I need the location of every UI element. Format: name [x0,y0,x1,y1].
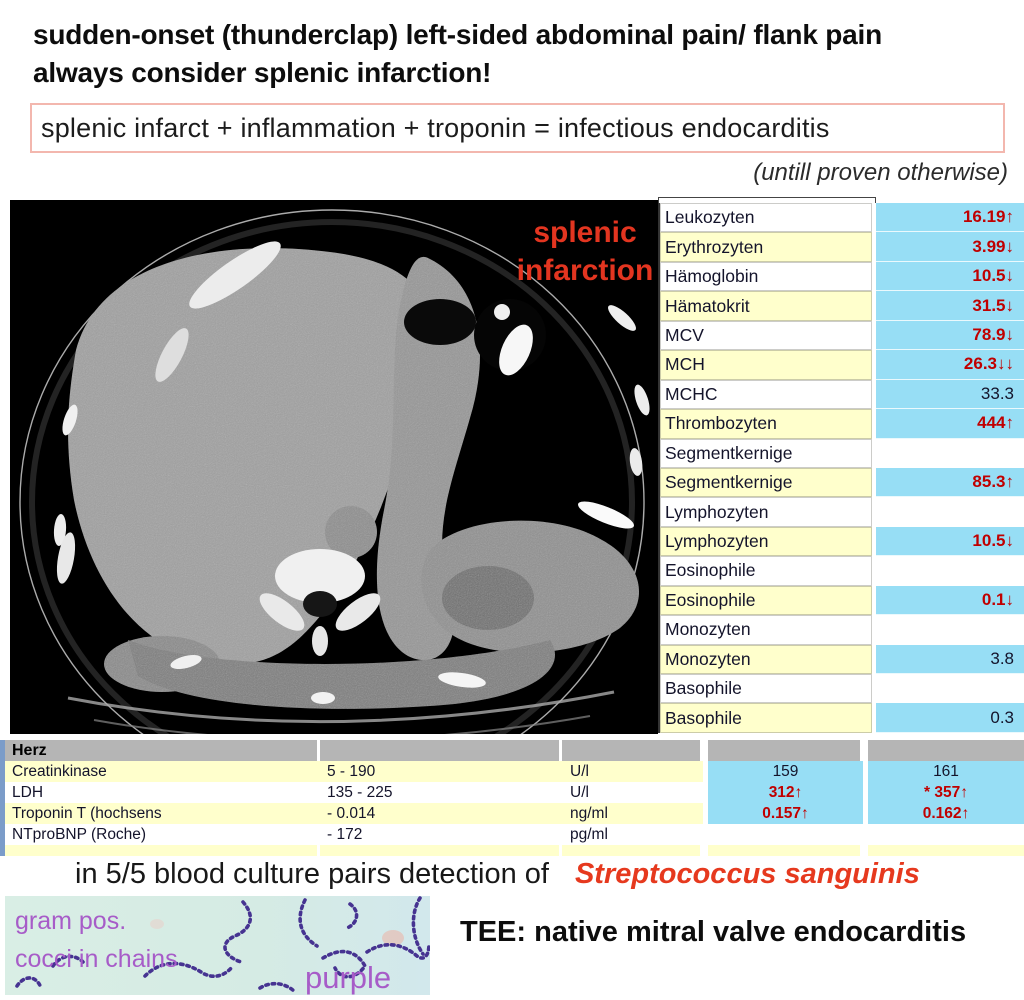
gram-stain-label-line1: gram pos. [15,907,127,935]
header-cell-value2 [868,740,1024,761]
lab-table-row [660,439,1024,468]
lab-table-row [660,262,1024,291]
ct-scan-graphic [10,200,658,734]
tee-finding: TEE: native mitral valve endocarditis [460,916,967,948]
lab-param-name: Hämatokrit [660,291,872,320]
cardiac-param-name: NTproBNP (Roche) [0,824,320,845]
lab-param-value [876,439,1024,468]
gram-stain-image [5,896,430,995]
cardiac-param-value1: 312↑ [708,782,863,803]
slide-title-line1: sudden-onset (thunderclap) left-sided abdominal pain/ flank pain [33,19,883,50]
cardiac-param-range: 5 - 190 [320,761,562,782]
cardiac-table-partial-row [0,845,1024,856]
lab-param-value [876,497,1024,526]
lab-param-value: 0.1↓ [876,586,1024,615]
lab-param-name: Monozyten [660,645,872,674]
cardiac-lab-table [0,740,1024,856]
lab-param-value [876,556,1024,585]
lab-param-name: Hämoglobin [660,262,872,291]
lab-param-value: 78.9↓ [876,321,1024,350]
cardiac-param-value2 [868,824,1024,845]
lab-table-row [660,527,1024,556]
lab-param-name: Segmentkernige [660,439,872,468]
lab-table-row [660,203,1024,232]
cardiac-param-value1: 0.157↑ [708,803,863,824]
cardiac-table-header-row [0,740,1024,761]
cardiac-param-range: 135 - 225 [320,782,562,803]
lab-param-value: 10.5↓ [876,527,1024,556]
stain-color-label: purple [305,960,392,995]
lab-param-name: Lymphozyten [660,527,872,556]
lab-param-name: Thrombozyten [660,409,872,438]
lab-param-name: Monozyten [660,615,872,644]
cardiac-param-unit: U/l [562,782,703,803]
partial-cell [562,845,703,856]
gram-stain-label-line2: cocci in chains [15,945,178,973]
lab-table-row [660,291,1024,320]
lab-param-value: 0.3 [876,703,1024,732]
cardiac-table-row [0,824,1024,845]
slide-title [33,16,1003,92]
lab-table-rows [658,203,1024,733]
lab-param-name: Basophile [660,703,872,732]
lab-param-value: 3.99↓ [876,232,1024,261]
lab-param-name: Basophile [660,674,872,703]
ct-scan-image [10,200,658,734]
partial-cell [708,845,863,856]
header-cell-value1 [708,740,863,761]
header-cell-range [320,740,562,761]
cardiac-param-name: LDH [0,782,320,803]
cardiac-param-value1 [708,824,863,845]
lab-table-row [660,497,1024,526]
blood-culture-text: in 5/5 blood culture pairs detection of [75,858,549,890]
cardiac-table-row [0,761,1024,782]
lab-param-name: Erythrozyten [660,232,872,261]
blood-culture-finding [75,858,1024,891]
lab-table-row [660,409,1024,438]
cardiac-table-rows [0,761,1024,845]
lab-param-name: Eosinophile [660,556,872,585]
cardiac-param-value2: 0.162↑ [868,803,1024,824]
lab-param-value: 33.3 [876,380,1024,409]
organism-name: Streptococcus sanguinis [574,858,920,890]
partial-cell [0,845,320,856]
partial-cell [868,845,1024,856]
cardiac-param-value2: * 357↑ [868,782,1024,803]
lab-param-value: 10.5↓ [876,262,1024,291]
cardiac-section-title: Herz [0,740,320,761]
lab-param-value [876,615,1024,644]
lab-table-row [660,468,1024,497]
lab-param-name: Lymphozyten [660,497,872,526]
lab-param-value: 3.8 [876,645,1024,674]
cardiac-table-left-border [0,740,5,856]
cardiac-table-row [0,803,1024,824]
cardiac-param-unit: U/l [562,761,703,782]
lab-table-row [660,645,1024,674]
lab-table-row [660,615,1024,644]
cardiac-table-row [0,782,1024,803]
lab-param-value: 16.19↑ [876,203,1024,232]
lab-param-name: MCHC [660,380,872,409]
lab-table-row [660,674,1024,703]
equation-note: (untill proven otherwise) [753,159,1008,186]
partial-cell [320,845,562,856]
ct-annotation-line1: splenic [533,216,637,249]
cardiac-param-unit: pg/ml [562,824,703,845]
lab-param-name: Eosinophile [660,586,872,615]
cardiac-param-unit: ng/ml [562,803,703,824]
cardiac-param-range: - 0.014 [320,803,562,824]
lab-results-table [658,197,1024,733]
ct-annotation-line2: infarction [516,254,654,287]
equation-box [30,103,1005,153]
lab-param-name: Segmentkernige [660,468,872,497]
lab-table-row [660,586,1024,615]
header-cell-unit [562,740,703,761]
gram-stain-graphic [5,896,430,995]
lab-param-value: 26.3↓↓ [876,350,1024,379]
cardiac-param-value2: 161 [868,761,1024,782]
lab-param-value: 31.5↓ [876,291,1024,320]
lab-param-name: MCH [660,350,872,379]
lab-param-value: 85.3↑ [876,468,1024,497]
lab-table-row [660,321,1024,350]
lab-table-row [660,232,1024,261]
lab-param-name: MCV [660,321,872,350]
lab-param-name: Leukozyten [660,203,872,232]
lab-param-value: 444↑ [876,409,1024,438]
cardiac-param-name: Troponin T (hochsens [0,803,320,824]
lab-param-value [876,674,1024,703]
lab-table-row [660,703,1024,732]
lab-table-row [660,380,1024,409]
equation-text: splenic infarct + inflammation + troponin = infectious endocarditis [41,112,830,143]
cardiac-param-name: Creatinkinase [0,761,320,782]
slide-title-line2: always consider splenic infarction! [33,57,492,88]
lab-table-row [660,350,1024,379]
cardiac-param-range: - 172 [320,824,562,845]
lab-table-row [660,556,1024,585]
cardiac-param-value1: 159 [708,761,863,782]
